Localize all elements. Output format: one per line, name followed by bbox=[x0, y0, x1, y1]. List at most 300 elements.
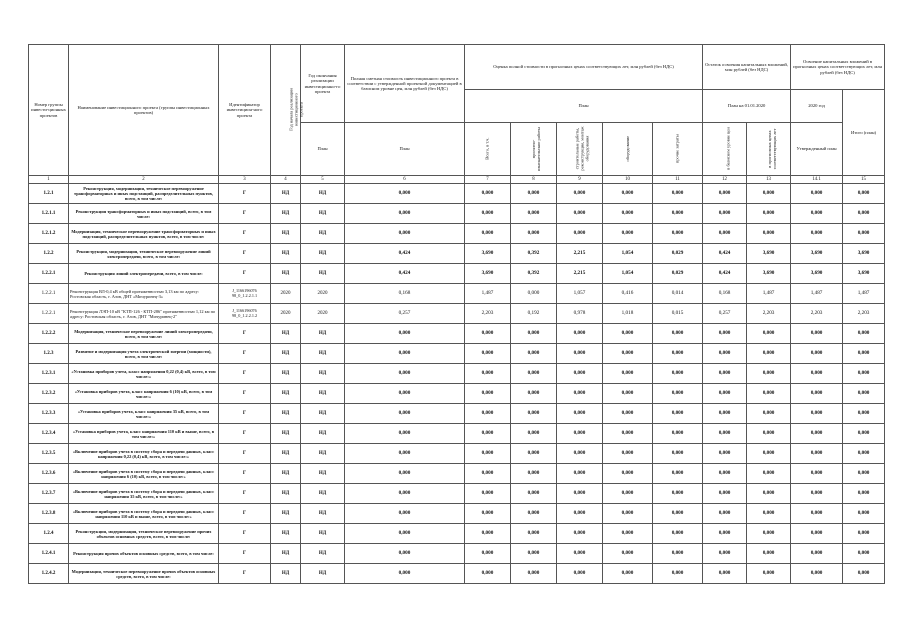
row-value: 0,000 bbox=[603, 384, 653, 404]
row-start-year: НД bbox=[271, 364, 301, 384]
header-remaining-plan: План на 01.01.2020 bbox=[703, 90, 791, 123]
row-value: 0,000 bbox=[465, 504, 511, 524]
row-identifier: Г bbox=[219, 364, 271, 384]
column-number-cell: 1 bbox=[29, 176, 69, 184]
row-end-year: НД bbox=[301, 464, 345, 484]
row-value: 0,000 bbox=[557, 464, 603, 484]
row-value: 0,000 bbox=[465, 564, 511, 584]
header-end-year-plan: План bbox=[301, 123, 345, 176]
row-value: 0,000 bbox=[653, 504, 703, 524]
row-value: 0,000 bbox=[703, 564, 747, 584]
row-value: 0,000 bbox=[557, 204, 603, 224]
row-value: 0,000 bbox=[557, 184, 603, 204]
row-value: 0,000 bbox=[603, 204, 653, 224]
table-row bbox=[29, 464, 885, 484]
row-end-year: НД bbox=[301, 564, 345, 584]
row-value: 0,015 bbox=[653, 304, 703, 324]
row-value: 1,054 bbox=[603, 244, 653, 264]
row-value: 0,000 bbox=[465, 384, 511, 404]
row-value: 0,000 bbox=[345, 564, 465, 584]
column-number-cell: 3 bbox=[219, 176, 271, 184]
row-value: 0,000 bbox=[465, 484, 511, 504]
row-end-year: НД bbox=[301, 344, 345, 364]
row-value: 0,000 bbox=[791, 564, 843, 584]
row-end-year: НД bbox=[301, 264, 345, 284]
row-value: 0,000 bbox=[345, 464, 465, 484]
row-value: 0,192 bbox=[511, 304, 557, 324]
row-value: 0,000 bbox=[747, 484, 791, 504]
column-number-cell: 11 bbox=[653, 176, 703, 184]
table-row bbox=[29, 344, 885, 364]
row-value: 0,000 bbox=[345, 204, 465, 224]
row-value: 2,215 bbox=[557, 264, 603, 284]
row-value: 0,029 bbox=[653, 264, 703, 284]
row-name: Модернизация, техническое перевооружение трансформаторных и иных подстанций, распределительных пунктов, всего, в том числе: bbox=[69, 224, 219, 244]
row-value: 0,000 bbox=[653, 544, 703, 564]
row-value: 2,203 bbox=[843, 304, 885, 324]
row-value: 0,000 bbox=[511, 364, 557, 384]
row-value: 0,000 bbox=[653, 204, 703, 224]
row-value: 0,000 bbox=[511, 504, 557, 524]
row-value: 0,000 bbox=[603, 224, 653, 244]
row-start-year: НД bbox=[271, 504, 301, 524]
row-start-year: НД bbox=[271, 444, 301, 464]
row-value: 0,000 bbox=[557, 384, 603, 404]
row-identifier: Г bbox=[219, 244, 271, 264]
row-identifier: Г bbox=[219, 484, 271, 504]
row-value: 0,000 bbox=[465, 184, 511, 204]
column-number-cell: 14.1 bbox=[791, 176, 843, 184]
row-value: 0,000 bbox=[747, 444, 791, 464]
row-value: 0,000 bbox=[703, 204, 747, 224]
row-identifier: Г bbox=[219, 384, 271, 404]
row-name: «Включение приборов учета в систему сбора и передачи данных, класс напряжения 35 кВ, всего, в том числе:» bbox=[69, 484, 219, 504]
row-value: 0,000 bbox=[557, 504, 603, 524]
row-value: 0,000 bbox=[603, 544, 653, 564]
row-value: 0,000 bbox=[465, 364, 511, 384]
row-name: Реконструкция трансформаторных и иных подстанций, всего, в том числе: bbox=[69, 204, 219, 224]
row-value: 0,000 bbox=[747, 204, 791, 224]
row-value: 0,000 bbox=[511, 564, 557, 584]
row-value: 0,000 bbox=[843, 424, 885, 444]
table-row bbox=[29, 524, 885, 544]
row-value: 0,000 bbox=[345, 364, 465, 384]
header-development-group: Освоение капитальных вложений в прогнозных ценах соответствующих лет, млн рублей (без НДС) bbox=[791, 45, 885, 90]
row-value: 0,000 bbox=[653, 184, 703, 204]
row-code: 1.2.4 bbox=[29, 524, 69, 544]
row-code: 1.2.3.6 bbox=[29, 464, 69, 484]
row-value: 0,000 bbox=[791, 424, 843, 444]
row-value: 0,000 bbox=[511, 204, 557, 224]
row-value: 0,000 bbox=[603, 184, 653, 204]
row-value: 0,000 bbox=[345, 444, 465, 464]
row-value: 0,000 bbox=[791, 184, 843, 204]
row-value: 0,000 bbox=[653, 524, 703, 544]
row-value: 0,000 bbox=[791, 444, 843, 464]
table-row bbox=[29, 284, 885, 304]
row-value: 0,000 bbox=[703, 524, 747, 544]
row-identifier: Г bbox=[219, 224, 271, 244]
column-number-row bbox=[29, 176, 885, 184]
row-value: 0,000 bbox=[603, 524, 653, 544]
row-value: 0,000 bbox=[747, 524, 791, 544]
table-row bbox=[29, 244, 885, 264]
row-value: 0,000 bbox=[465, 224, 511, 244]
row-value: 0,000 bbox=[557, 444, 603, 464]
row-value: 0,168 bbox=[345, 284, 465, 304]
row-start-year: НД bbox=[271, 244, 301, 264]
row-code: 1.2.3.5 bbox=[29, 444, 69, 464]
row-value: 0,000 bbox=[653, 324, 703, 344]
row-value: 0,000 bbox=[345, 504, 465, 524]
row-value: 0,000 bbox=[703, 344, 747, 364]
table-row bbox=[29, 404, 885, 424]
row-value: 0,000 bbox=[747, 364, 791, 384]
column-number-cell: 12 bbox=[703, 176, 747, 184]
header-forecast-prices: в прогнозных ценах соответствующих лет bbox=[747, 123, 791, 176]
table-row bbox=[29, 564, 885, 584]
row-identifier: J_1166196076 98_0_1.2.2.1.2 bbox=[219, 304, 271, 324]
header-full-cost: Полная сметная стоимость инвестиционного проекта в соответствии с утвержденной проектной документацией в базисном уровне цен, млн рублей (без НДС) bbox=[345, 45, 465, 123]
row-value: 0,000 bbox=[603, 464, 653, 484]
header-survey-works: проектно-изыскательские работы bbox=[511, 123, 557, 176]
row-value: 0,000 bbox=[791, 204, 843, 224]
row-name: Реконструкция, модернизация, техническое перевооружение линий электропередачи, всего, в том числе: bbox=[69, 244, 219, 264]
row-end-year: НД bbox=[301, 224, 345, 244]
row-value: 0,000 bbox=[703, 184, 747, 204]
row-value: 0,000 bbox=[843, 384, 885, 404]
row-code: 1.2.1.2 bbox=[29, 224, 69, 244]
row-start-year: 2020 bbox=[271, 304, 301, 324]
row-identifier: Г bbox=[219, 324, 271, 344]
row-value: 0,000 bbox=[511, 484, 557, 504]
row-code: 1.2.2.1 bbox=[29, 284, 69, 304]
row-value: 0,000 bbox=[703, 444, 747, 464]
row-value: 0,000 bbox=[345, 544, 465, 564]
row-end-year: НД bbox=[301, 544, 345, 564]
row-name: «Установка приборов учета, класс напряжения 110 кВ и выше, всего, в том числе:» bbox=[69, 424, 219, 444]
row-name: «Установка приборов учета, класс напряжения 35 кВ, всего, в том числе:» bbox=[69, 404, 219, 424]
row-value: 0,000 bbox=[703, 544, 747, 564]
row-end-year: 2020 bbox=[301, 304, 345, 324]
row-value: 0,000 bbox=[603, 564, 653, 584]
row-value: 0,000 bbox=[603, 364, 653, 384]
row-value: 0,000 bbox=[557, 344, 603, 364]
row-value: 0,000 bbox=[557, 404, 603, 424]
row-end-year: НД bbox=[301, 364, 345, 384]
row-value: 1,487 bbox=[843, 284, 885, 304]
header-approved-plan: Утвержденный план bbox=[791, 123, 843, 176]
row-value: 0,000 bbox=[557, 564, 603, 584]
row-value: 0,000 bbox=[465, 444, 511, 464]
row-code: 1.2.3.2 bbox=[29, 384, 69, 404]
row-value: 2,203 bbox=[747, 304, 791, 324]
row-value: 0,000 bbox=[511, 404, 557, 424]
row-value: 0,000 bbox=[747, 344, 791, 364]
row-identifier: Г bbox=[219, 264, 271, 284]
row-value: 0,000 bbox=[747, 464, 791, 484]
row-value: 0,000 bbox=[511, 184, 557, 204]
row-code: 1.2.4.2 bbox=[29, 564, 69, 584]
row-value: 0,000 bbox=[345, 224, 465, 244]
column-number-cell: 9 bbox=[557, 176, 603, 184]
row-start-year: НД bbox=[271, 204, 301, 224]
row-value: 0,000 bbox=[703, 364, 747, 384]
row-value: 0,000 bbox=[653, 344, 703, 364]
row-start-year: 2020 bbox=[271, 284, 301, 304]
row-value: 0,000 bbox=[465, 204, 511, 224]
row-value: 0,000 bbox=[791, 524, 843, 544]
row-value: 0,000 bbox=[465, 424, 511, 444]
row-value: 0,000 bbox=[653, 464, 703, 484]
row-value: 0,000 bbox=[843, 524, 885, 544]
row-end-year: НД bbox=[301, 444, 345, 464]
header-base-prices: в базисном уровне цен bbox=[703, 123, 747, 176]
row-value: 0,000 bbox=[465, 464, 511, 484]
row-value: 0,424 bbox=[703, 264, 747, 284]
row-value: 2,203 bbox=[791, 304, 843, 324]
row-value: 0,000 bbox=[465, 344, 511, 364]
row-code: 1.2.2 bbox=[29, 244, 69, 264]
table-row bbox=[29, 544, 885, 564]
row-code: 1.2.1 bbox=[29, 184, 69, 204]
row-value: 0,416 bbox=[603, 284, 653, 304]
row-value: 0,000 bbox=[703, 484, 747, 504]
header-equipment: оборудование bbox=[603, 123, 653, 176]
row-identifier: Г bbox=[219, 184, 271, 204]
row-end-year: НД bbox=[301, 184, 345, 204]
row-value: 0,000 bbox=[703, 404, 747, 424]
row-value: 1,018 bbox=[603, 304, 653, 324]
row-end-year: 2020 bbox=[301, 284, 345, 304]
row-value: 0,000 bbox=[557, 524, 603, 544]
header-other-costs: прочие затраты bbox=[653, 123, 703, 176]
row-value: 0,000 bbox=[791, 344, 843, 364]
row-identifier: J_1166196076 98_0_1.2.2.1.1 bbox=[219, 284, 271, 304]
header-year-2020: 2020 год bbox=[791, 90, 843, 123]
row-value: 0,000 bbox=[703, 424, 747, 444]
row-end-year: НД bbox=[301, 404, 345, 424]
row-code: 1.2.3.7 bbox=[29, 484, 69, 504]
header-end-year: Год окончания реализации инвестиционно-го проекта bbox=[301, 45, 345, 123]
row-start-year: НД bbox=[271, 184, 301, 204]
header-forecast-plan: План bbox=[465, 90, 703, 123]
row-value: 0,000 bbox=[747, 224, 791, 244]
row-name: Развитие и модернизация учета электрической энергии (мощности), всего, в том числе: bbox=[69, 344, 219, 364]
row-value: 3,690 bbox=[465, 264, 511, 284]
header-project-name: Наименование инвестиционного проекта (группы инвестиционных проектов) bbox=[69, 45, 219, 176]
header-total-plan: Итого (план) bbox=[843, 90, 885, 176]
row-identifier: Г bbox=[219, 524, 271, 544]
row-value: 0,000 bbox=[511, 344, 557, 364]
row-identifier: Г bbox=[219, 564, 271, 584]
row-value: 0,000 bbox=[747, 184, 791, 204]
row-value: 1,487 bbox=[747, 284, 791, 304]
row-identifier: Г bbox=[219, 204, 271, 224]
header-full-cost-plan: План bbox=[345, 123, 465, 176]
row-value: 0,424 bbox=[345, 264, 465, 284]
row-code: 1.2.4.1 bbox=[29, 544, 69, 564]
column-number-cell: 6 bbox=[345, 176, 465, 184]
row-value: 0,000 bbox=[747, 424, 791, 444]
row-value: 0,000 bbox=[511, 524, 557, 544]
table-row bbox=[29, 184, 885, 204]
row-value: 0,000 bbox=[511, 424, 557, 444]
row-value: 0,000 bbox=[345, 344, 465, 364]
table-row bbox=[29, 364, 885, 384]
row-value: 0,000 bbox=[465, 544, 511, 564]
row-value: 0,000 bbox=[747, 544, 791, 564]
row-name: «Включение приборов учета в систему сбора и передачи данных, класс напряжения 0,22 (0,4) кВ, всего, в том числе:» bbox=[69, 444, 219, 464]
row-value: 0,000 bbox=[747, 564, 791, 584]
row-name: «Включение приборов учета в систему сбора и передачи данных, класс напряжения 110 кВ и выше, всего, в том числе:» bbox=[69, 504, 219, 524]
table-row bbox=[29, 224, 885, 244]
row-identifier: Г bbox=[219, 444, 271, 464]
row-value: 0,000 bbox=[557, 324, 603, 344]
row-value: 3,690 bbox=[465, 244, 511, 264]
row-value: 0,000 bbox=[653, 424, 703, 444]
row-value: 1,057 bbox=[557, 284, 603, 304]
table-row bbox=[29, 504, 885, 524]
row-name: «Включение приборов учета в систему сбора и передачи данных, класс напряжения 6 (10) кВ, всего, в том числе:» bbox=[69, 464, 219, 484]
row-start-year: НД bbox=[271, 384, 301, 404]
table-row bbox=[29, 304, 885, 324]
row-value: 0,000 bbox=[603, 424, 653, 444]
table-row bbox=[29, 204, 885, 224]
row-start-year: НД bbox=[271, 544, 301, 564]
row-value: 0,000 bbox=[603, 344, 653, 364]
row-value: 0,000 bbox=[511, 544, 557, 564]
row-value: 0,000 bbox=[345, 424, 465, 444]
row-start-year: НД bbox=[271, 484, 301, 504]
row-start-year: НД bbox=[271, 344, 301, 364]
row-value: 0,257 bbox=[345, 304, 465, 324]
row-value: 0,000 bbox=[791, 364, 843, 384]
row-value: 0,000 bbox=[843, 204, 885, 224]
column-number-cell: 2 bbox=[69, 176, 219, 184]
row-value: 0,978 bbox=[557, 304, 603, 324]
row-value: 2,203 bbox=[465, 304, 511, 324]
row-name: «Установка приборов учета, класс напряжения 0,22 (0,4) кВ, всего, в том числе:» bbox=[69, 364, 219, 384]
header-project-id: Идентификатор инвестицион-ного проекта bbox=[219, 45, 271, 176]
row-value: 0,000 bbox=[791, 484, 843, 504]
row-value: 0,000 bbox=[791, 464, 843, 484]
row-identifier: Г bbox=[219, 544, 271, 564]
table-row bbox=[29, 444, 885, 464]
row-value: 1,487 bbox=[791, 284, 843, 304]
row-start-year: НД bbox=[271, 524, 301, 544]
row-value: 0,000 bbox=[843, 184, 885, 204]
table-row bbox=[29, 264, 885, 284]
row-value: 0,000 bbox=[791, 504, 843, 524]
row-value: 0,000 bbox=[653, 564, 703, 584]
header-start-year: Год начала реализации инвестиционного проекта bbox=[271, 45, 301, 176]
row-value: 3,690 bbox=[791, 264, 843, 284]
row-value: 0,000 bbox=[791, 224, 843, 244]
row-name: Реконструкция, модернизация, техническое перевооружение трансформаторных и иных подстанций, распределительных пунктов, всего, в том числе: bbox=[69, 184, 219, 204]
row-end-year: НД bbox=[301, 504, 345, 524]
row-value: 3,690 bbox=[791, 244, 843, 264]
row-value: 0,000 bbox=[511, 444, 557, 464]
column-number-cell: 5 bbox=[301, 176, 345, 184]
row-value: 0,424 bbox=[345, 244, 465, 264]
row-value: 0,000 bbox=[747, 324, 791, 344]
row-value: 0,000 bbox=[603, 444, 653, 464]
row-value: 0,257 bbox=[703, 304, 747, 324]
column-number-cell: 4 bbox=[271, 176, 301, 184]
row-value: 0,000 bbox=[843, 484, 885, 504]
row-identifier: Г bbox=[219, 464, 271, 484]
row-value: 0,000 bbox=[345, 404, 465, 424]
row-value: 0,000 bbox=[703, 224, 747, 244]
row-value: 0,000 bbox=[557, 544, 603, 564]
row-code: 1.2.2.1 bbox=[29, 264, 69, 284]
row-value: 0,000 bbox=[603, 484, 653, 504]
row-identifier: Г bbox=[219, 404, 271, 424]
column-number-cell: 13 bbox=[747, 176, 791, 184]
row-value: 0,000 bbox=[843, 564, 885, 584]
row-code: 1.2.2.1 bbox=[29, 304, 69, 324]
row-end-year: НД bbox=[301, 524, 345, 544]
row-value: 0,000 bbox=[843, 224, 885, 244]
row-value: 0,000 bbox=[511, 464, 557, 484]
column-number-cell: 10 bbox=[603, 176, 653, 184]
row-value: 0,000 bbox=[345, 524, 465, 544]
row-code: 1.2.1.1 bbox=[29, 204, 69, 224]
row-value: 0,000 bbox=[703, 504, 747, 524]
row-value: 3,690 bbox=[747, 264, 791, 284]
row-value: 0,000 bbox=[653, 224, 703, 244]
row-value: 0,000 bbox=[511, 224, 557, 244]
row-value: 0,000 bbox=[843, 444, 885, 464]
row-value: 0,000 bbox=[791, 544, 843, 564]
header-remaining-group: Остаток освоения капитальных вложений, млн рублей (без НДС) bbox=[703, 45, 791, 90]
row-end-year: НД bbox=[301, 424, 345, 444]
row-name: Реконструкция ЛЭП-10 кВ "КТП-126 - КТП-286" протяженностью 1,12 км по адресу: Ростовская область, г. Азов, ДНТ "Мичуринец-2" bbox=[69, 304, 219, 324]
header-forecast-cost-group: Оценка полной стоимости в прогнозных ценах соответствующих лет, млн рублей (без НДС) bbox=[465, 45, 703, 90]
row-value: 0,000 bbox=[703, 464, 747, 484]
row-value: 0,000 bbox=[557, 224, 603, 244]
row-value: 0,000 bbox=[843, 464, 885, 484]
table-row bbox=[29, 424, 885, 444]
row-value: 0,424 bbox=[703, 244, 747, 264]
row-value: 0,000 bbox=[703, 384, 747, 404]
row-name: «Установка приборов учета, класс напряжения 6 (10) кВ, всего, в том числе:» bbox=[69, 384, 219, 404]
row-value: 0,000 bbox=[557, 484, 603, 504]
row-value: 0,000 bbox=[653, 444, 703, 464]
investment-program-table bbox=[28, 44, 885, 584]
row-value: 0,000 bbox=[345, 324, 465, 344]
row-value: 0,000 bbox=[557, 364, 603, 384]
row-end-year: НД bbox=[301, 204, 345, 224]
row-value: 0,000 bbox=[747, 504, 791, 524]
row-value: 0,000 bbox=[843, 324, 885, 344]
row-value: 0,000 bbox=[653, 364, 703, 384]
row-name: Реконструкция прочих объектов основных средств, всего, в том числе: bbox=[69, 544, 219, 564]
row-value: 2,215 bbox=[557, 244, 603, 264]
header-group-number: Номер группы инвести-ционных проектов bbox=[29, 45, 69, 176]
row-code: 1.2.3 bbox=[29, 344, 69, 364]
row-identifier: Г bbox=[219, 344, 271, 364]
table-row bbox=[29, 384, 885, 404]
row-value: 0,000 bbox=[465, 524, 511, 544]
row-end-year: НД bbox=[301, 244, 345, 264]
row-value: 0,000 bbox=[843, 344, 885, 364]
row-identifier: Г bbox=[219, 424, 271, 444]
row-value: 1,054 bbox=[603, 264, 653, 284]
row-value: 0,000 bbox=[843, 364, 885, 384]
row-start-year: НД bbox=[271, 324, 301, 344]
